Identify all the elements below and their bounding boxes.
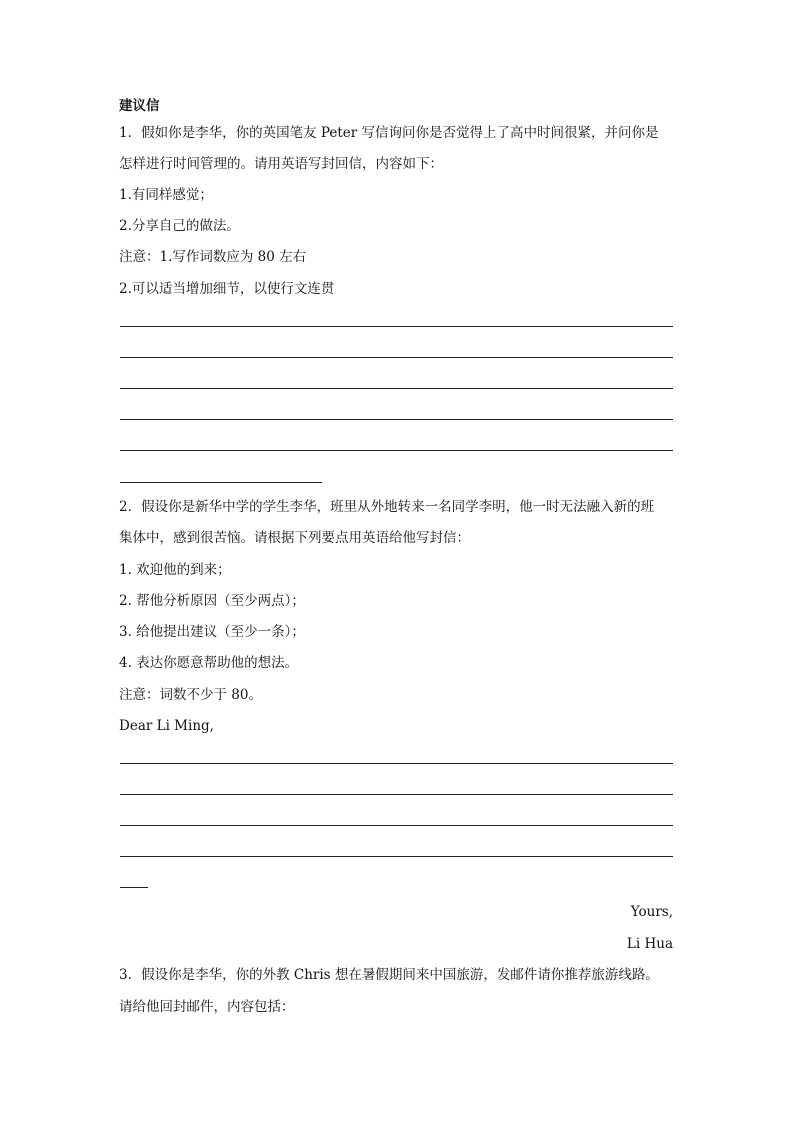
task1-point-1: 1.有同样感觉； [119,187,213,203]
task1-answer-line [120,357,673,358]
task2-note: 注意：词数不少于 80。 [119,687,262,703]
task1-answer-line [120,388,673,389]
task2-prompt-line1: 2．假设你是新华中学的学生李华，班里从外地转来一名同学李明，他一时无法融入新的班 [119,499,655,515]
task2-answer-line [120,794,673,795]
task1-answer-line [120,419,673,420]
task1-point-2: 2.分享自己的做法。 [119,218,240,234]
task2-prompt-line2: 集体中，感到很苦恼。请根据下列要点用英语给他写封信： [119,530,470,546]
page-title: 建议信 [119,98,160,114]
task1-answer-line [120,326,673,327]
task1-prompt-line2: 怎样进行时间管理的。请用英语写封回信，内容如下： [119,156,443,172]
task1-answer-line-short [120,482,322,483]
task3-prompt-line1: 3．假设你是李华，你的外教 Chris 想在暑假期间来中国旅游，发邮件请你推荐旅游线路。 [119,967,659,983]
task1-answer-line [120,450,673,451]
task1-prompt-line1: 1．假如你是李华，你的英国笔友 Peter 写信询问你是否觉得上了高中时间很紧，并问你是 [119,125,659,141]
letter-salutation: Dear Li Ming, [119,718,214,734]
task2-point-2: 2. 帮他分析原因（至少两点）； [119,593,305,609]
task1-note-2: 2.可以适当增加细节，以使行文连贯 [119,281,335,297]
task2-point-1: 1. 欢迎他的到来； [119,562,231,578]
task2-answer-line-short [120,887,148,888]
task2-answer-line [120,825,673,826]
letter-closing: Yours, [630,904,673,920]
task2-answer-line [120,856,673,857]
task1-note-1: 注意：1.写作词数应为 80 左右 [119,249,307,265]
letter-signature: Li Hua [626,936,673,952]
task2-point-4: 4. 表达你愿意帮助他的想法。 [119,655,299,671]
task2-answer-line [120,763,673,764]
task2-point-3: 3. 给他提出建议（至少一条）； [119,624,305,640]
task3-prompt-line2: 请给他回封邮件，内容包括： [119,999,295,1015]
